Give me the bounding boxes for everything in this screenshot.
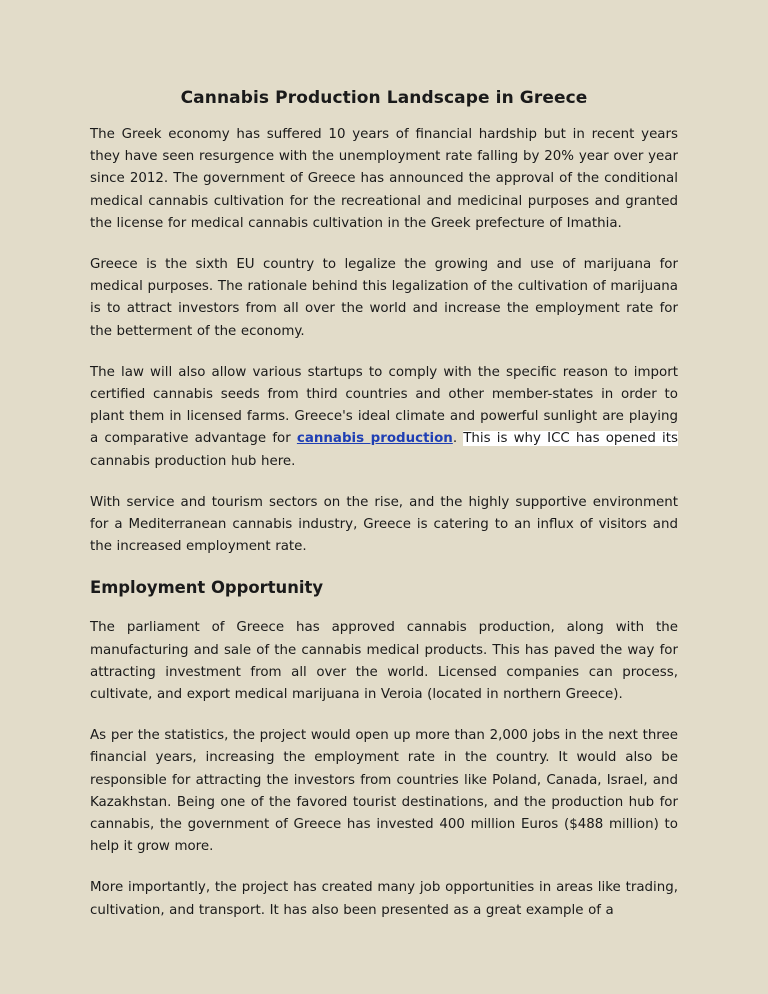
paragraph-opportunities: More importantly, the project has created many job opportunities in areas like trading, cultivation, and transport. It has also been presented as a great example of a <box>90 880 678 918</box>
paragraph-law-text-end: cannabis production hub here. <box>90 453 296 469</box>
document-title: Cannabis Production Landscape in Greece <box>180 88 588 108</box>
paragraph-legalization: Greece is the sixth EU country to legalize the growing and use of marijuana for medical purposes. The rationale behind this legalization of the cultivation of marijuana is to attract investors from all over the world and increase the employment rate for the betterment of the economy. <box>90 257 678 339</box>
paragraph-parliament: The parliament of Greece has approved cannabis production, along with the manufacturing and sale of the cannabis medical products. This has paved the way for attracting investment from all over the world. Licensed companies can process, cultivate, and export medical marijuana in Veroia (located in northern Greece). <box>90 620 678 703</box>
paragraph-law-text-start: The law will also allow various startups to comply with the specific reason to import certified cannabis seeds from third countries and other member-states in order to plant them in licensed farms. Greece's ideal climate and powerful sunlight are playing a comparative advantage for <box>90 364 678 447</box>
cannabis-production-link[interactable]: cannabis production <box>296 431 453 447</box>
section-heading-employment: Employment Opportunity <box>90 578 324 598</box>
paragraph-law-text-mid: . <box>452 431 464 447</box>
paragraph-economy: The Greek economy has suffered 10 years of financial hardship but in recent years they have seen resurgence with the unemployment rate falling by 20% year over year since 2012. The government of Greece has announced the approval of the conditional medical cannabis cultivation for the recreational and medicinal purposes and granted the license for medical cannabis cultivation in the Greek prefecture of Imathia. <box>90 127 678 231</box>
highlighted-text: This is why ICC has opened its <box>463 431 678 447</box>
paragraph-statistics: As per the statistics, the project would open up more than 2,000 jobs in the next three financial years, increasing the employment rate in the country. It would also be responsible for attracting the investors from countries like Poland, Canada, Israel, and Kazakhstan. Being one of the favored tourist destinations, and the production hub for cannabis, the government of Greece has invested 400 million Euros ($488 million) to help it grow more. <box>90 728 678 855</box>
paragraph-tourism: With service and tourism sectors on the rise, and the highly supportive environment for a Mediterranean cannabis industry, Greece is catering to an influx of visitors and the increased employment rate. <box>90 494 678 555</box>
paragraph-law <box>90 362 678 473</box>
